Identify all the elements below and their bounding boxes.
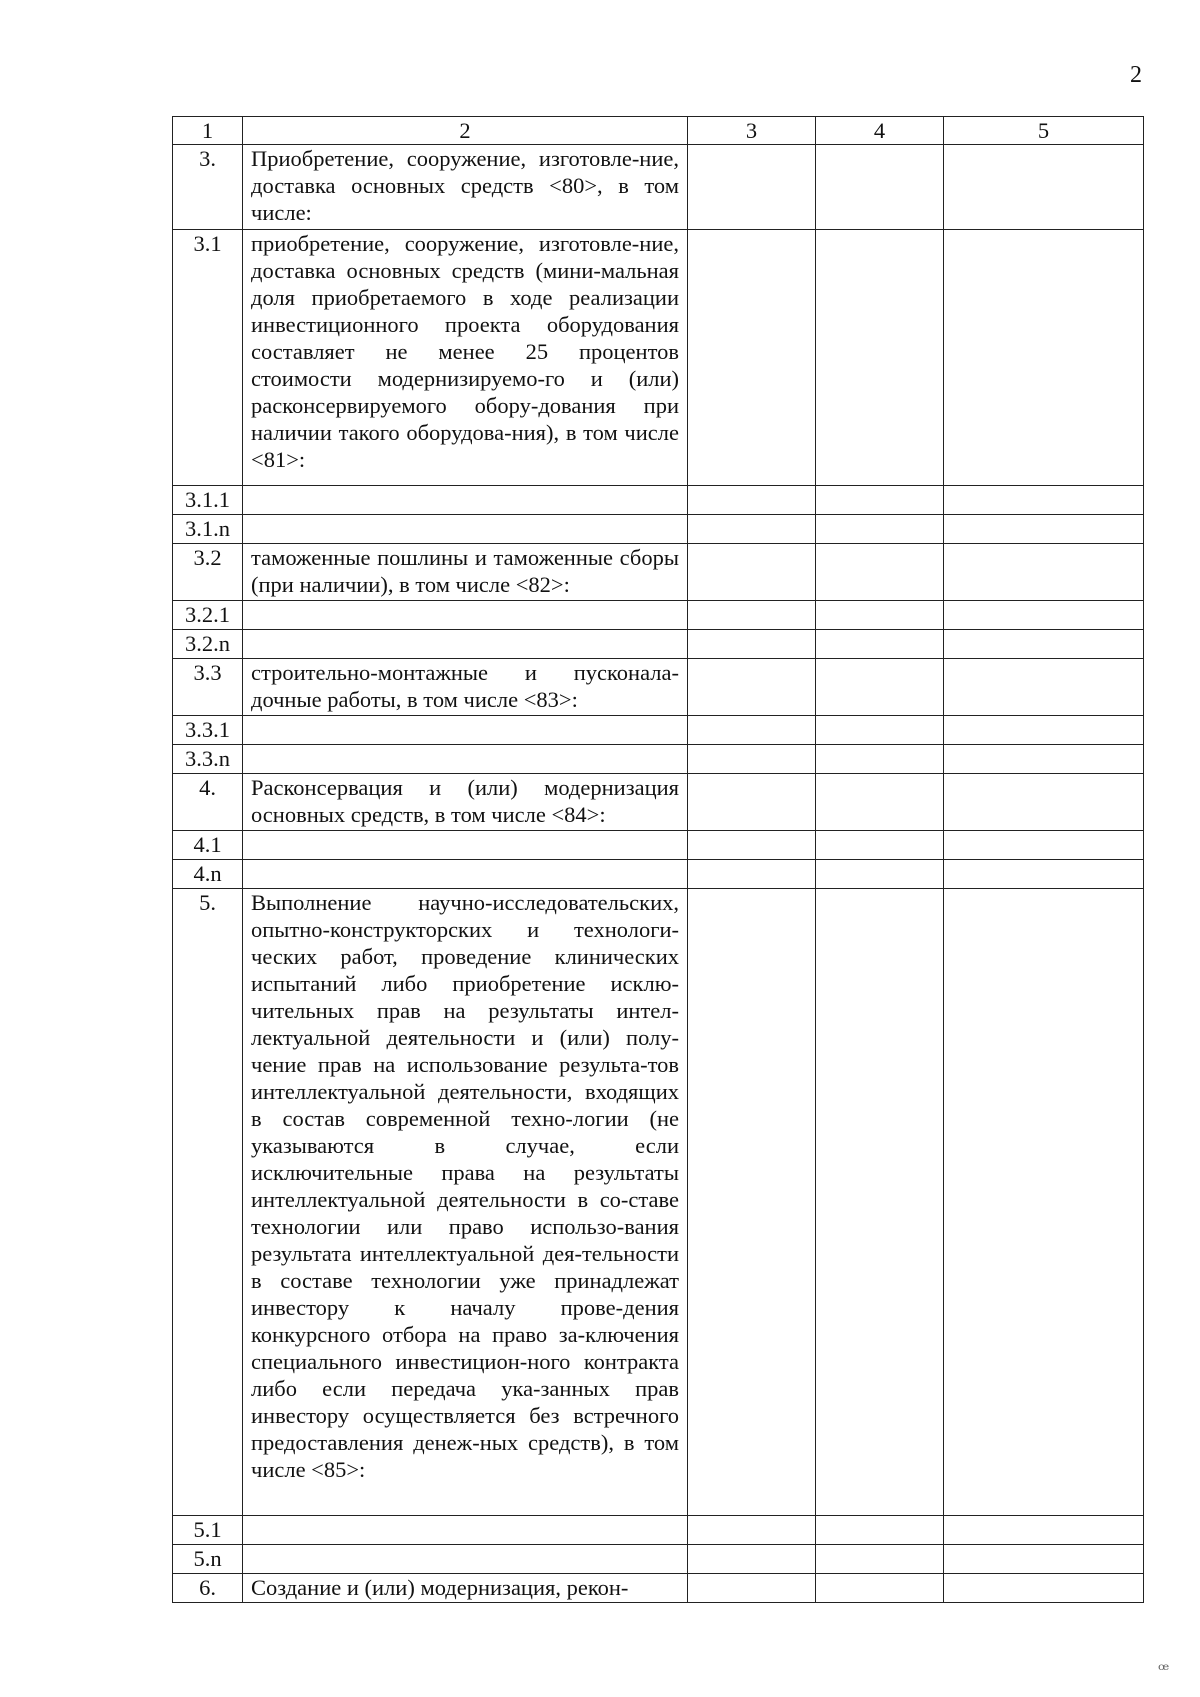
row-cell-col-3 [688,601,816,630]
row-number: 3.3.1 [173,716,243,745]
row-cell-col-5 [944,145,1144,230]
table-row [173,544,1144,601]
row-cell-col-3 [688,544,816,601]
row-description: Выполнение научно-исследовательских, опытно-конструкторских и технологи-ческих работ, проведение клинических испытаний либо приобретение исклю-чительных прав на результаты интел-лектуальной деятельности и (или) полу-чение прав на использование результа-тов интеллектуальной деятельности, входящих в состав современной техно-логии (не указываются в случае, если исключительные права на результаты интеллектуальной деятельности в со-ставе технологии или право использо-вания результата интеллектуальной дея-тельности в составе технологии уже принадлежат инвестору к началу прове-дения конкурсного отбора на право за-ключения специального инвестицион-ного контракта либо если передача ука-занных прав инвестору осуществляется без встречного предоставления денеж-ных средств), в том числе <85>: [243,889,688,1516]
table-row [173,716,1144,745]
row-cell-col-5 [944,774,1144,831]
row-cell-col-3 [688,515,816,544]
row-cell-col-4 [816,486,944,515]
row-description: строительно-монтажные и пусконала-дочные работы, в том числе <83>: [243,659,688,716]
row-description: Создание и (или) модернизация, рекон- [243,1574,688,1603]
row-cell-col-4 [816,230,944,486]
row-cell-col-4 [816,544,944,601]
row-description [243,601,688,630]
row-cell-col-4 [816,630,944,659]
row-cell-col-4 [816,601,944,630]
row-number: 6. [173,1574,243,1603]
table-row [173,745,1144,774]
row-cell-col-5 [944,1574,1144,1603]
row-cell-col-5 [944,1516,1144,1545]
row-cell-col-3 [688,716,816,745]
row-number: 5.1 [173,1516,243,1545]
row-cell-col-3 [688,860,816,889]
row-description [243,1516,688,1545]
row-description [243,630,688,659]
row-number: 5.n [173,1545,243,1574]
row-cell-col-4 [816,145,944,230]
row-number: 3.1.n [173,515,243,544]
row-number: 4.1 [173,831,243,860]
row-cell-col-4 [816,1574,944,1603]
row-cell-col-3 [688,659,816,716]
table-row [173,860,1144,889]
row-description: Расконсервация и (или) модернизация основных средств, в том числе <84>: [243,774,688,831]
row-cell-col-4 [816,659,944,716]
row-cell-col-3 [688,745,816,774]
row-number: 5. [173,889,243,1516]
row-description [243,515,688,544]
table-row [173,1574,1144,1603]
row-description: Приобретение, сооружение, изготовле-ние, доставка основных средств <80>, в том числе: [243,145,688,230]
row-cell-col-5 [944,860,1144,889]
header-col-5: 5 [944,117,1144,145]
header-col-4: 4 [816,117,944,145]
row-cell-col-4 [816,860,944,889]
row-cell-col-5 [944,831,1144,860]
row-cell-col-3 [688,1545,816,1574]
page-number: 2 [1130,62,1142,88]
row-cell-col-5 [944,230,1144,486]
row-cell-col-5 [944,1545,1144,1574]
row-cell-col-3 [688,774,816,831]
row-cell-col-3 [688,630,816,659]
table-row [173,889,1144,1516]
row-cell-col-5 [944,745,1144,774]
table-row [173,1545,1144,1574]
row-cell-col-5 [944,716,1144,745]
table-row [173,601,1144,630]
row-cell-col-5 [944,486,1144,515]
row-cell-col-4 [816,515,944,544]
table-row [173,515,1144,544]
table-row [173,774,1144,831]
row-cell-col-5 [944,630,1144,659]
row-description [243,745,688,774]
row-description [243,1545,688,1574]
row-cell-col-3 [688,230,816,486]
row-cell-col-4 [816,774,944,831]
row-number: 3.3.n [173,745,243,774]
table-row [173,1516,1144,1545]
row-cell-col-4 [816,889,944,1516]
row-description [243,860,688,889]
row-cell-col-3 [688,831,816,860]
row-number: 3.3 [173,659,243,716]
budget-table [172,116,1144,1603]
row-cell-col-4 [816,1516,944,1545]
row-cell-col-5 [944,889,1144,1516]
row-number: 3.2.1 [173,601,243,630]
table-row [173,230,1144,486]
row-description [243,831,688,860]
row-cell-col-5 [944,515,1144,544]
row-number: 4.n [173,860,243,889]
table-row [173,831,1144,860]
row-description: приобретение, сооружение, изготовле-ние, доставка основных средств (мини-мальная доля приобретаемого в ходе реализации инвестиционного проекта оборудования составляет не менее 25 процентов стоимости модернизируемо-го и (или) расконсервируемого обору-дования при наличии такого оборудова-ния), в том числе <81>: [243,230,688,486]
row-cell-col-3 [688,1516,816,1545]
row-cell-col-4 [816,831,944,860]
table-row [173,630,1144,659]
row-description [243,486,688,515]
table-row [173,486,1144,515]
corner-scan-mark: ꟹ [1158,1660,1170,1680]
row-cell-col-3 [688,1574,816,1603]
row-cell-col-4 [816,1545,944,1574]
row-description: таможенные пошлины и таможенные сборы (при наличии), в том числе <82>: [243,544,688,601]
row-cell-col-4 [816,745,944,774]
table-row [173,659,1144,716]
row-cell-col-5 [944,659,1144,716]
header-col-1: 1 [173,117,243,145]
row-cell-col-3 [688,486,816,515]
table-header-row [173,117,1144,145]
row-number: 4. [173,774,243,831]
row-cell-col-5 [944,601,1144,630]
row-cell-col-4 [816,716,944,745]
row-cell-col-3 [688,145,816,230]
row-number: 3.1.1 [173,486,243,515]
row-description [243,716,688,745]
header-col-3: 3 [688,117,816,145]
header-col-2: 2 [243,117,688,145]
table-row [173,145,1144,230]
row-cell-col-3 [688,889,816,1516]
row-cell-col-5 [944,544,1144,601]
row-number: 3.2 [173,544,243,601]
row-number: 3.2.n [173,630,243,659]
row-number: 3.1 [173,230,243,486]
row-number: 3. [173,145,243,230]
